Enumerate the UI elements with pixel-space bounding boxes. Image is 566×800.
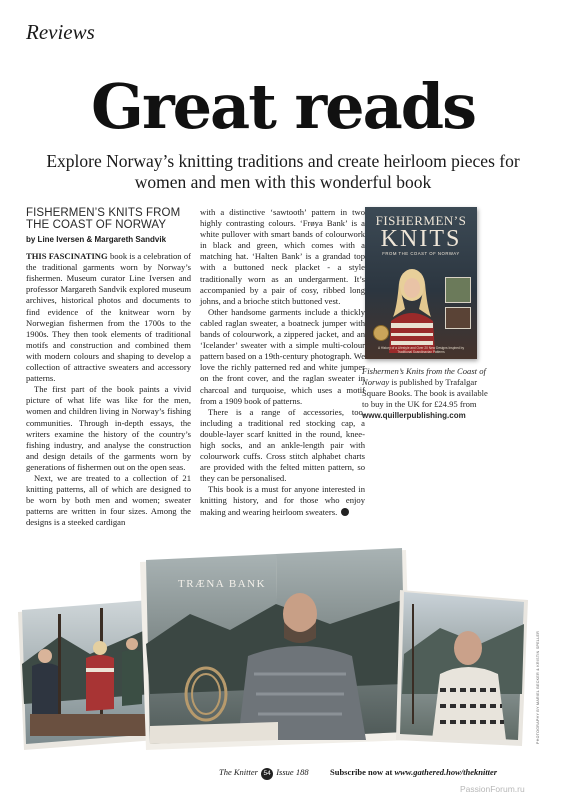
paragraph-1 [26, 251, 191, 384]
paragraph-3: Next, we are treated to a collection of 21 knitting patterns, all of which are designed to be worn by both men and women; sweater patterns are written in four sizes. Among the designs is a steeked cardigan [26, 472, 191, 528]
article-column-2 [200, 207, 365, 518]
book-spread-photos [0, 544, 566, 754]
footer-folio [219, 767, 309, 780]
cover-subtitle: FROM THE COAST OF NORWAY [382, 251, 460, 256]
footer-magazine: The Knitter [219, 767, 258, 777]
paragraph-7 [200, 484, 365, 517]
paragraph-6: There is a range of accessories, too, including a traditional red stocking cap, a double-layer scarf knitted in the round, knee-high socks, and an ankle-length pair with colourwork cuffs. Cross stitch alphabet charts are provided with the felted mitten pattern, so they can be personalised. [200, 406, 365, 484]
watermark: PassionForum.ru [460, 784, 525, 794]
caption-text: is published by Trafalgar Square Books. The book is available to buy in the UK for £24.95 from [362, 377, 488, 409]
publisher-link[interactable]: www.quillerpublishing.com [362, 411, 466, 420]
byline: by Line Iversen & Margareth Sandvik [26, 235, 167, 244]
spread-title: TRÆNA BANK [178, 578, 267, 590]
right-book-photo [396, 590, 528, 746]
end-mark-icon [341, 508, 349, 516]
subscribe-label: Subscribe now at [330, 767, 393, 777]
paragraph-1-text: book is a celebration of the traditional garments worn by Norway’s fishermen. Museum curator Line Iversen and professor Margareth Sandvik explored museum archives, historical photos and documents to find evidence of the knitwear worn by Norwegian fishermen from the 1700s to the 1900s. They then took elements of traditional motifs and construction and combined them with modern colours and shaping to develop a collection of attractive sweaters and accessory patterns. [26, 251, 192, 384]
photo-credit: PHOTOGRAPHY BY MARIEL BECKER & KRISTIN SPELLER [536, 630, 540, 744]
page-number: 54 [261, 768, 273, 780]
cover-inset-photo-2 [445, 307, 471, 329]
cover-caption [362, 366, 492, 421]
subscribe-link[interactable]: www.gathered.how/theknitter [394, 767, 498, 777]
footer-issue: Issue 188 [276, 767, 309, 777]
paragraph-7-text: This book is a must for anyone interested in knitting history, and for those who enjoy making and wearing heirloom sweaters. [200, 484, 365, 517]
article-column-1 [26, 207, 191, 528]
cover-title-line-1: FISHERMEN’S [375, 213, 467, 228]
paragraph-2: The first part of the book paints a vivid picture of what life was like for the men, women and children living in Norway’s fishing communities. Through in-depth essays, the writers examine the history of the country’s fishing industry, and analyse the construction and design details of the garments worn by generations of fishermen out on the open seas. [26, 384, 191, 472]
paragraph-5: Other handsome garments include a thickly cabled raglan sweater, a boatneck jumper with bands of colourwork, a zippered jacket, and an ‘Icelander’ sweater with a simple multi-colour pattern based on a 19th-century photograph. We love the richly patterned red and white jumper on the front cover, and the raglan sweater in charcoal and turquoise, which uses a motif from a 1909 book of patterns. [200, 306, 366, 406]
headline: Great reads [91, 70, 475, 143]
lead-in: THIS FASCINATING [26, 251, 108, 262]
cover-tagline: A History of a Lifestyle and Over 20 New Designs Inspired by Traditional Scandinavian Patterns [377, 346, 465, 354]
cover-model-illustration [383, 263, 441, 353]
cover-title-line-2: KNITS [380, 226, 462, 252]
book-title: FISHERMEN’S KNITS FROM THE COAST OF NORWAY [26, 207, 181, 231]
footer-subscribe [330, 767, 497, 777]
section-label: Reviews [26, 20, 95, 44]
standfirst: Explore Norway’s knitting traditions and create heirloom pieces for women and men with this wonderful book [46, 151, 520, 192]
book-cover [365, 207, 477, 359]
cover-inset-photo-1 [445, 277, 471, 303]
cover-award-badge-icon [373, 325, 389, 341]
left-book-photo [18, 600, 156, 750]
caption-book-title: Fishermen’s Knits from the Coast of Norway [362, 366, 486, 387]
paragraph-4: with a distinctive ‘sawtooth’ pattern in two highly contrasting colours. ‘Frøya Bank’ is a white pullover with smart bands of colourwork in black and green, which comes with a matching hat. ‘Halten Bank’ is a grandad top with a buttoned neck placket - a style traditionally worn as an undergarment. It’s accompanied by a pair of cosy, ribbed long johns, and a brioche stitch buttoned vest. [200, 207, 365, 306]
